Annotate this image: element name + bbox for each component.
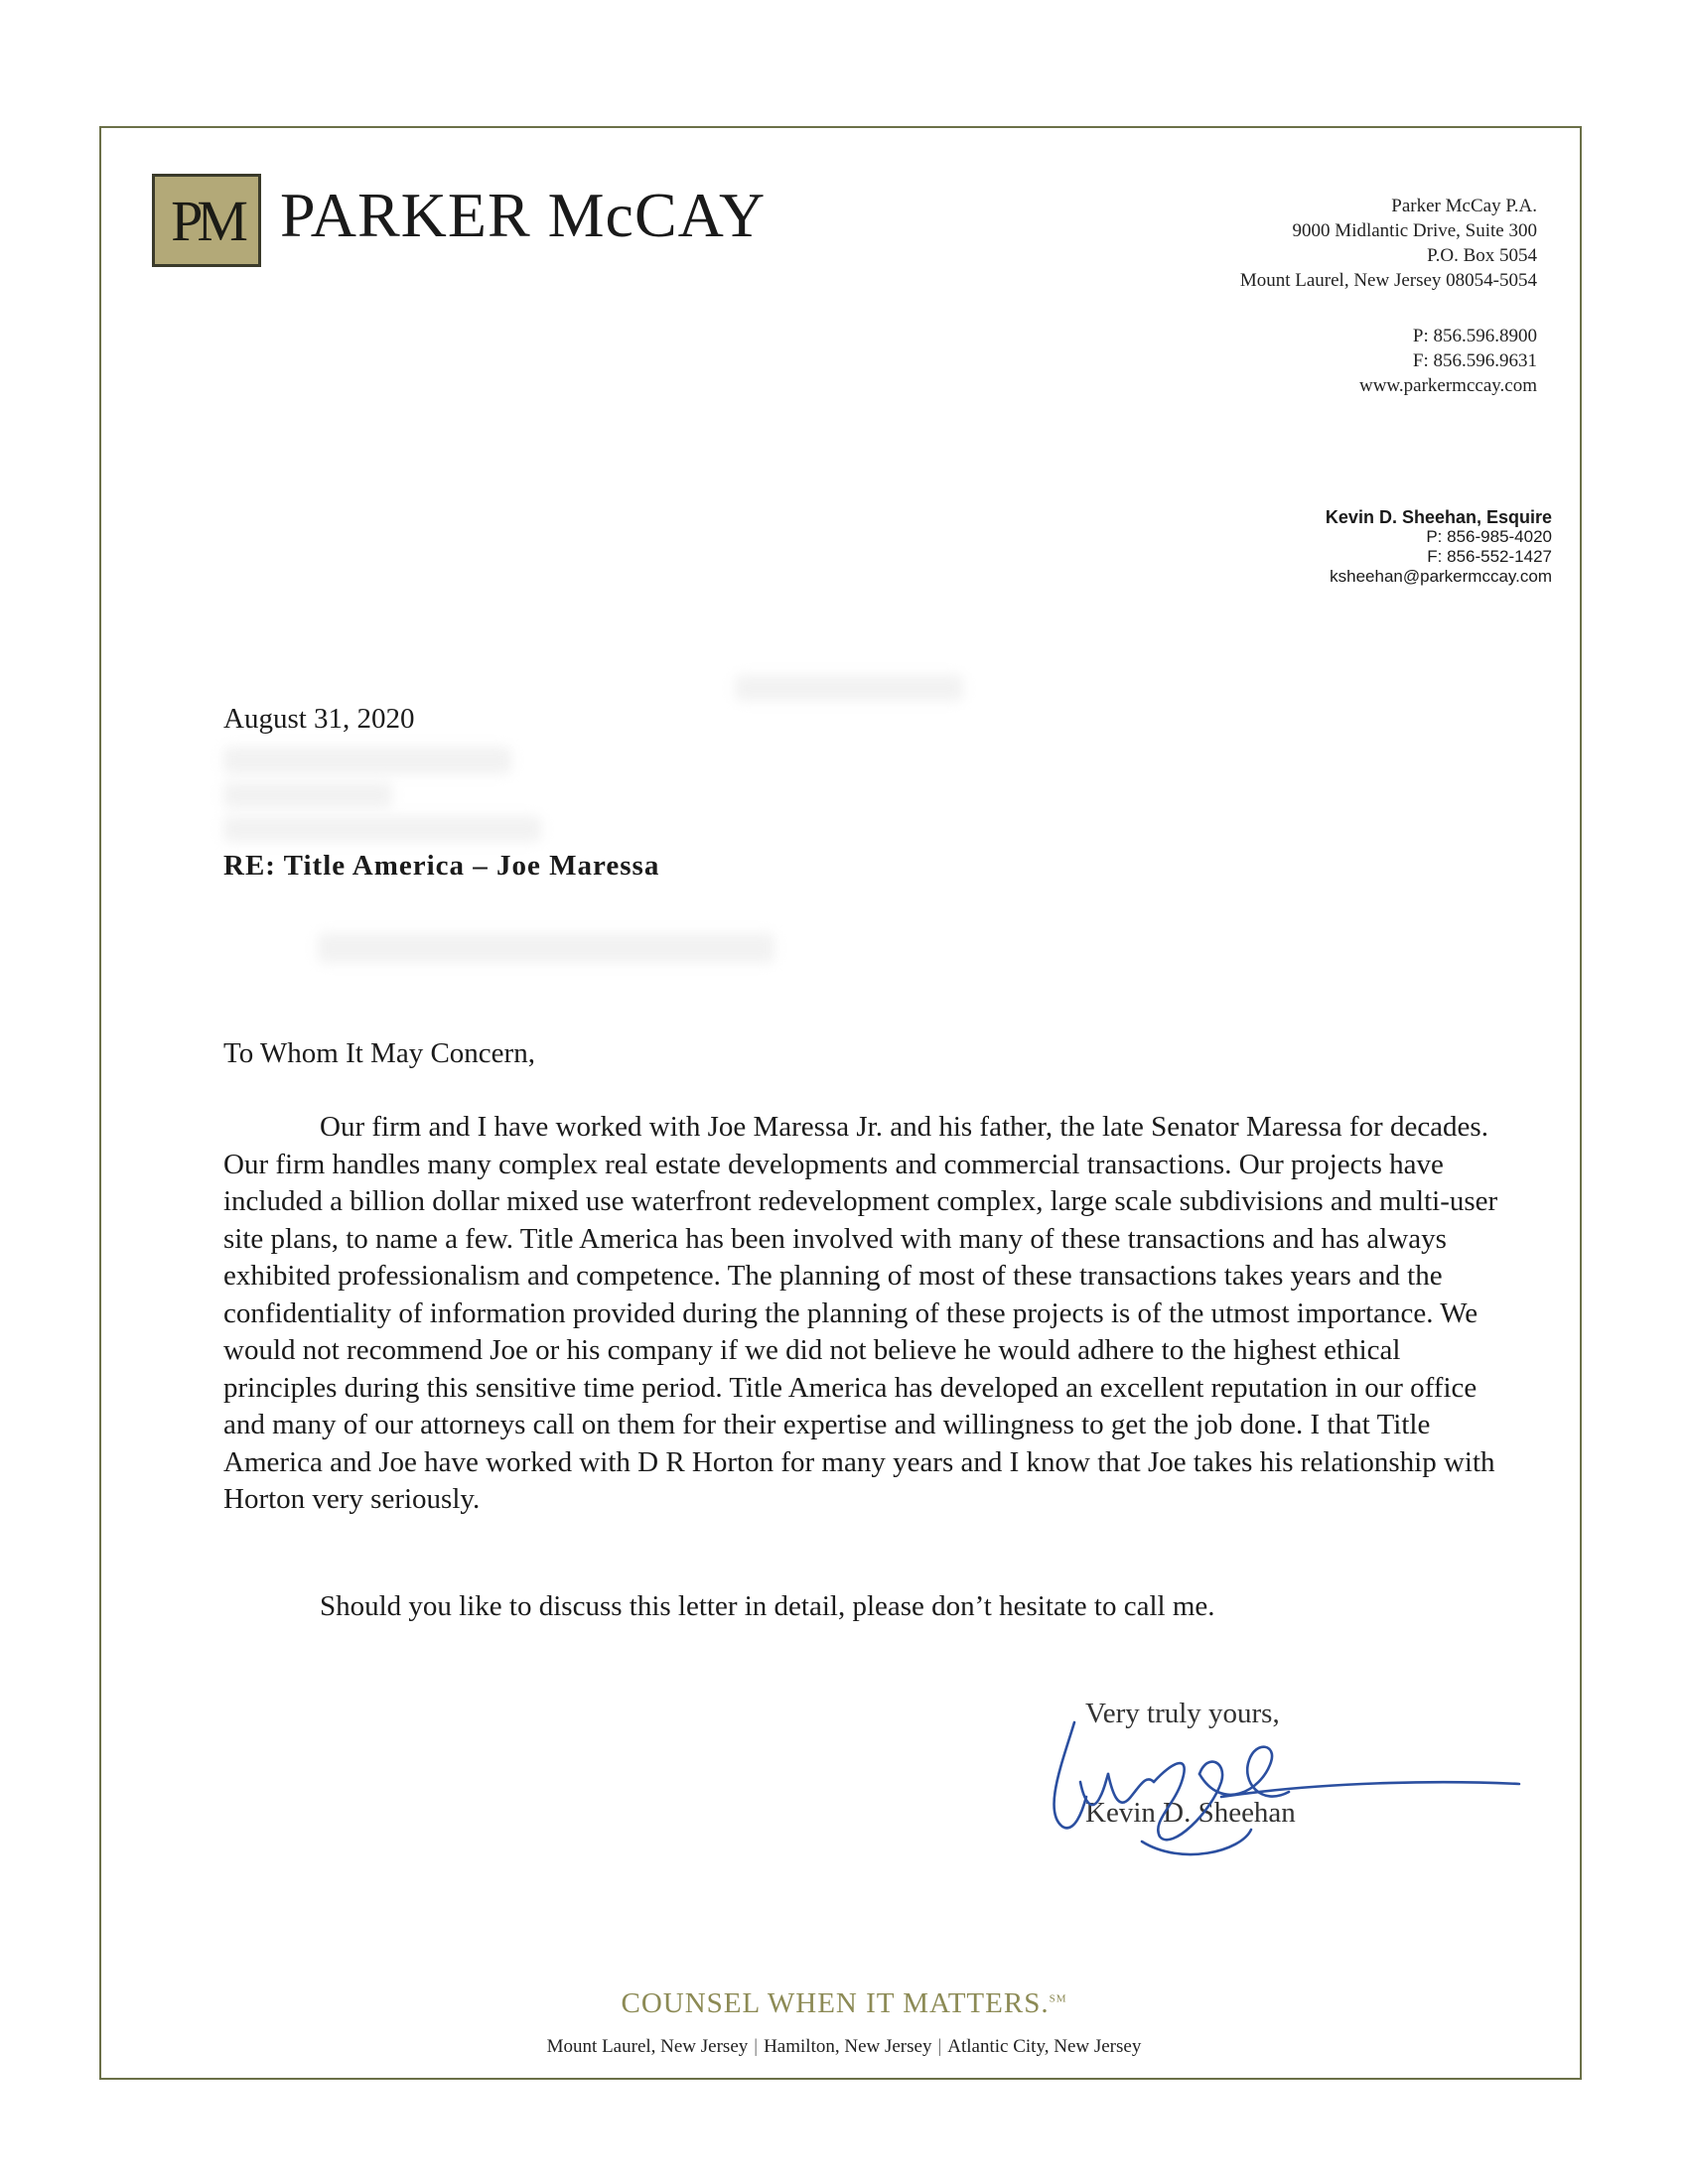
firm-logo — [152, 174, 261, 267]
logo-monogram: PM — [171, 188, 242, 253]
tagline-text: COUNSEL WHEN IT MATTERS. — [621, 1987, 1050, 2019]
office-location: Atlantic City, New Jersey — [947, 2036, 1142, 2057]
redacted-subject-detail — [318, 933, 774, 963]
office-location: Mount Laurel, New Jersey — [546, 2036, 749, 2057]
redacted-header-text — [735, 675, 963, 701]
attorney-fax: F: 856-552-1427 — [1427, 547, 1552, 566]
attorney-contact — [1326, 507, 1552, 587]
firm-tagline — [0, 1987, 1688, 2020]
complimentary-close: Very truly yours, — [1085, 1698, 1280, 1729]
office-location: Hamilton, New Jersey — [764, 2036, 932, 2057]
firm-fax: F: 856.596.9631 — [1412, 350, 1537, 371]
subject-line: RE: Title America – Joe Maressa — [223, 850, 660, 882]
attorney-name: Kevin D. Sheehan, Esquire — [1325, 507, 1552, 527]
handwritten-signature — [1023, 1703, 1529, 1871]
address-line: P.O. Box 5054 — [1427, 245, 1537, 266]
closing-paragraph: Should you like to discuss this letter in detail, please don’t hesitate to call me. — [320, 1590, 1215, 1622]
redacted-recipient-line — [223, 782, 392, 808]
attorney-email[interactable]: ksheehan@parkermccay.com — [1330, 567, 1552, 586]
address-line: Mount Laurel, New Jersey 08054-5054 — [1239, 270, 1537, 291]
address-line: Parker McCay P.A. — [1391, 196, 1537, 216]
office-locations: Mount Laurel, New Jersey | Hamilton, New Jersey | Atlantic City, New Jersey — [546, 2036, 1142, 2057]
salutation: To Whom It May Concern, — [223, 1037, 535, 1069]
redacted-recipient-line — [223, 816, 541, 842]
address-line: 9000 Midlantic Drive, Suite 300 — [1292, 220, 1537, 241]
firm-address — [1240, 194, 1537, 293]
firm-name: PARKER McCAY — [280, 180, 767, 250]
firm-contact — [1359, 324, 1537, 398]
attorney-phone: P: 856-985-4020 — [1426, 527, 1552, 546]
service-mark: SM — [1049, 1992, 1067, 2005]
redacted-recipient-line — [223, 747, 511, 774]
firm-website[interactable]: www.parkermccay.com — [1358, 375, 1537, 396]
firm-phone: P: 856.596.8900 — [1412, 326, 1537, 346]
letter-date: August 31, 2020 — [223, 703, 415, 735]
signer-name: Kevin D. Sheehan — [1085, 1797, 1296, 1829]
letter-body: Our firm and I have worked with Joe Maressa Jr. and his father, the late Senator Maressa for decades. Our firm handles many complex real estate developments and commercial transactions. Our projects have included a billion dollar mixed use waterfront redevelopment complex, large scale subdivisions and multi-user site plans, to name a few. Title America has been involved with many of these transactions and has always exhibited professionalism and competence. The planning of most of these transactions takes years and the confidentiality of information provided during the planning of these projects is of the utmost importance. We would not recommend Joe or his company if we did not believe he would adhere to the highest ethical principles during this sensitive time period. Title America has developed an excellent reputation in our office and many of our attorneys call on them for their expertise and willingness to get the job done. I that Title America and Joe have worked with D R Horton for many years and I know that Joe takes his relationship with Horton very seriously. — [223, 1111, 1498, 1515]
